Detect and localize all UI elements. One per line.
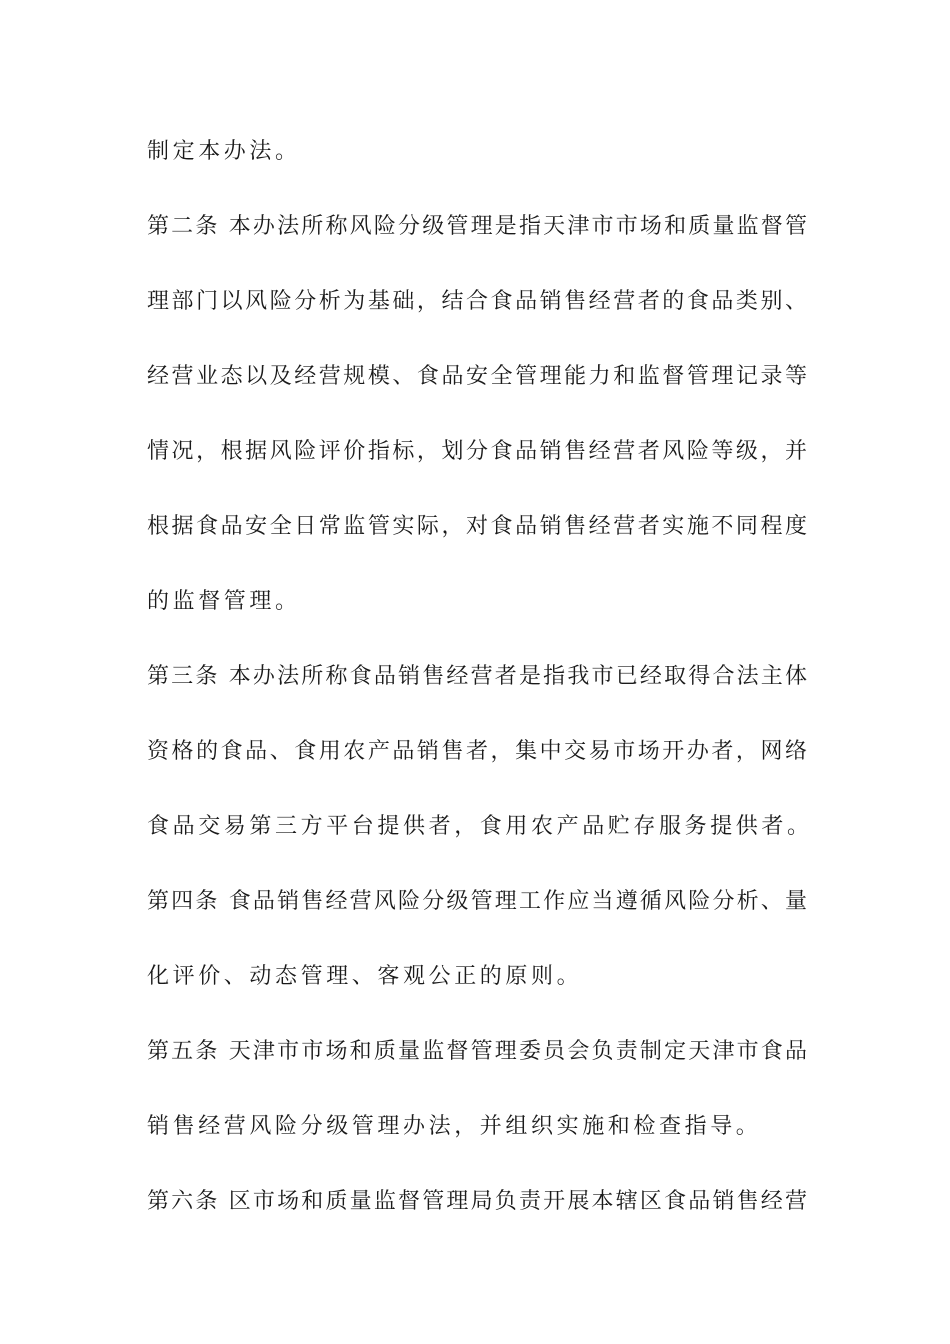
text-line-12: 化评价、动态管理、客观公正的原则。: [147, 964, 583, 989]
text-line-5: 情况，根据风险评价指标，划分食品销售经营者风险等级，并: [147, 439, 807, 464]
text-line-14: 销售经营风险分级管理办法，并组织实施和检查指导。: [147, 1114, 762, 1139]
text-line-13: 第五条 天津市市场和质量监督管理委员会负责制定天津市食品: [147, 1039, 807, 1064]
text-line-6: 根据食品安全日常监管实际，对食品销售经营者实施不同程度: [147, 514, 807, 539]
text-line-15: 第六条 区市场和质量监督管理局负责开展本辖区食品销售经营: [147, 1189, 807, 1214]
text-line-4: 经营业态以及经营规模、食品安全管理能力和监督管理记录等: [147, 364, 807, 389]
text-line-2: 第二条 本办法所称风险分级管理是指天津市市场和质量监督管: [147, 214, 807, 239]
text-line-7: 的监督管理。: [147, 589, 301, 614]
text-line-10: 食品交易第三方平台提供者，食用农产品贮存服务提供者。: [147, 814, 813, 839]
text-line-11: 第四条 食品销售经营风险分级管理工作应当遵循风险分析、量: [147, 889, 807, 914]
text-line-3: 理部门以风险分析为基础，结合食品销售经营者的食品类别、: [147, 289, 807, 314]
text-line-1: 制定本办法。: [147, 139, 301, 164]
text-line-9: 资格的食品、食用农产品销售者，集中交易市场开办者，网络: [147, 739, 807, 764]
text-line-8: 第三条 本办法所称食品销售经营者是指我市已经取得合法主体: [147, 664, 807, 689]
